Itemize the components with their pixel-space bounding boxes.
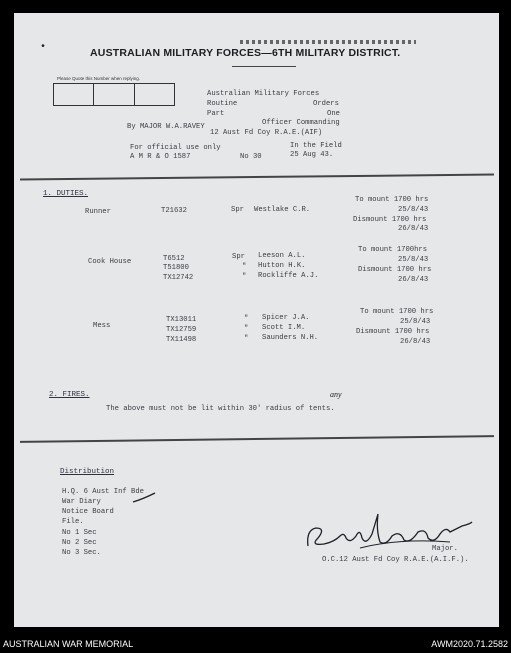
orders-one: One [327, 110, 340, 118]
cook-role: Cook House [88, 258, 132, 266]
ink-mark: • [40, 42, 47, 53]
runner-dismount: Dismount 1700 hrs [353, 216, 427, 224]
distribution-heading: Distribution [60, 468, 115, 476]
runner-role: Runner [85, 208, 111, 216]
runner-mount: To mount 1700 hrs [355, 196, 429, 204]
header-title: AUSTRALIAN MILITARY FORCES—6TH MILITARY DISTRICT. [90, 47, 401, 59]
cook-number-1: T6512 [163, 255, 185, 263]
header-perforation [240, 40, 416, 44]
orders-ref: A M R & O 1587 [130, 153, 191, 161]
tick-mark [131, 491, 157, 505]
cook-dismount-date: 26/8/43 [398, 276, 429, 284]
mess-dismount-date: 26/8/43 [400, 338, 431, 346]
orders-routine: Routine [207, 100, 238, 108]
mess-rank-2: " [244, 325, 249, 333]
mess-number-3: TX11498 [166, 336, 197, 344]
fires-text: The above must not be lit within 30' radius of tents. [106, 405, 335, 413]
orders-by: By MAJOR W.A.RAVEY [127, 123, 205, 131]
orders-date: 25 Aug 43. [290, 151, 334, 159]
distribution-item: Notice Board [62, 508, 114, 516]
cook-number-3: TX12742 [163, 274, 194, 282]
mess-number-2: TX12759 [166, 326, 197, 334]
quote-note: Please Quote this Number when replying. [57, 76, 141, 81]
section-duties-heading: 1. DUTIES. [43, 190, 89, 198]
orders-number: No 30 [240, 153, 262, 161]
section-fires-heading: 2. FIRES. [49, 391, 90, 399]
cook-name-1: Leeson A.L. [258, 252, 306, 260]
distribution-item: No 3 Sec. [62, 549, 101, 557]
distribution-item: H.Q. 6 Aust Inf Bde [62, 488, 144, 496]
cook-rank-2: " [242, 263, 247, 271]
header-underline [232, 66, 296, 67]
cook-name-2: Hutton H.K. [258, 262, 306, 270]
mess-role: Mess [93, 322, 111, 330]
signatory-title: O.C.12 Aust Fd Coy R.A.E.(A.I.F.). [322, 556, 469, 564]
mess-dismount: Dismount 1700 hrs [356, 328, 430, 336]
orders-official: For official use only [130, 144, 221, 152]
fires-handwritten-insert: any [330, 390, 342, 399]
orders-field: In the Field [290, 142, 342, 150]
runner-name: Westlake C.R. [254, 206, 311, 214]
runner-mount-date: 25/8/43 [398, 206, 429, 214]
cook-dismount: Dismount 1700 hrs [358, 266, 432, 274]
mess-name-2: Scott I.M. [262, 324, 306, 332]
distribution-item: File. [62, 518, 84, 526]
mess-mount: To mount 1700 hrs [360, 308, 434, 316]
signatory-rank: Major. [432, 545, 458, 553]
distribution-item: No 2 Sec [62, 539, 97, 547]
distribution-item: War Diary [62, 498, 101, 506]
mess-mount-date: 25/8/43 [400, 318, 431, 326]
orders-part: Part [207, 110, 225, 118]
mess-name-3: Saunders N.H. [262, 334, 319, 342]
footer-institution: AUSTRALIAN WAR MEMORIAL [3, 639, 134, 649]
cook-rank-1: Spr [232, 253, 245, 261]
cook-mount: To mount 1700hrs [358, 246, 428, 254]
distribution-item: No 1 Sec [62, 529, 97, 537]
orders-unit: 12 Aust Fd Coy R.A.E.(AIF) [210, 129, 323, 137]
cook-name-3: Rockliffe A.J. [258, 272, 319, 280]
orders-orders: Orders [313, 100, 339, 108]
cook-number-2: T51800 [163, 264, 189, 272]
orders-line-1: Australian Military Forces [207, 90, 320, 98]
mess-number-1: TX13011 [166, 316, 197, 324]
mess-name-1: Spicer J.A. [262, 314, 310, 322]
cook-rank-3: " [242, 273, 247, 281]
orders-officer: Officer Commanding [262, 119, 340, 127]
cook-mount-date: 25/8/43 [398, 256, 429, 264]
runner-number: T21632 [161, 207, 187, 215]
footer-accession-number: AWM2020.71.2582 [431, 639, 508, 649]
mess-rank-3: " [244, 335, 249, 343]
runner-dismount-date: 26/8/43 [398, 225, 429, 233]
runner-rank: Spr [231, 206, 244, 214]
reference-number-boxes [53, 83, 175, 106]
mess-rank-1: " [244, 315, 249, 323]
